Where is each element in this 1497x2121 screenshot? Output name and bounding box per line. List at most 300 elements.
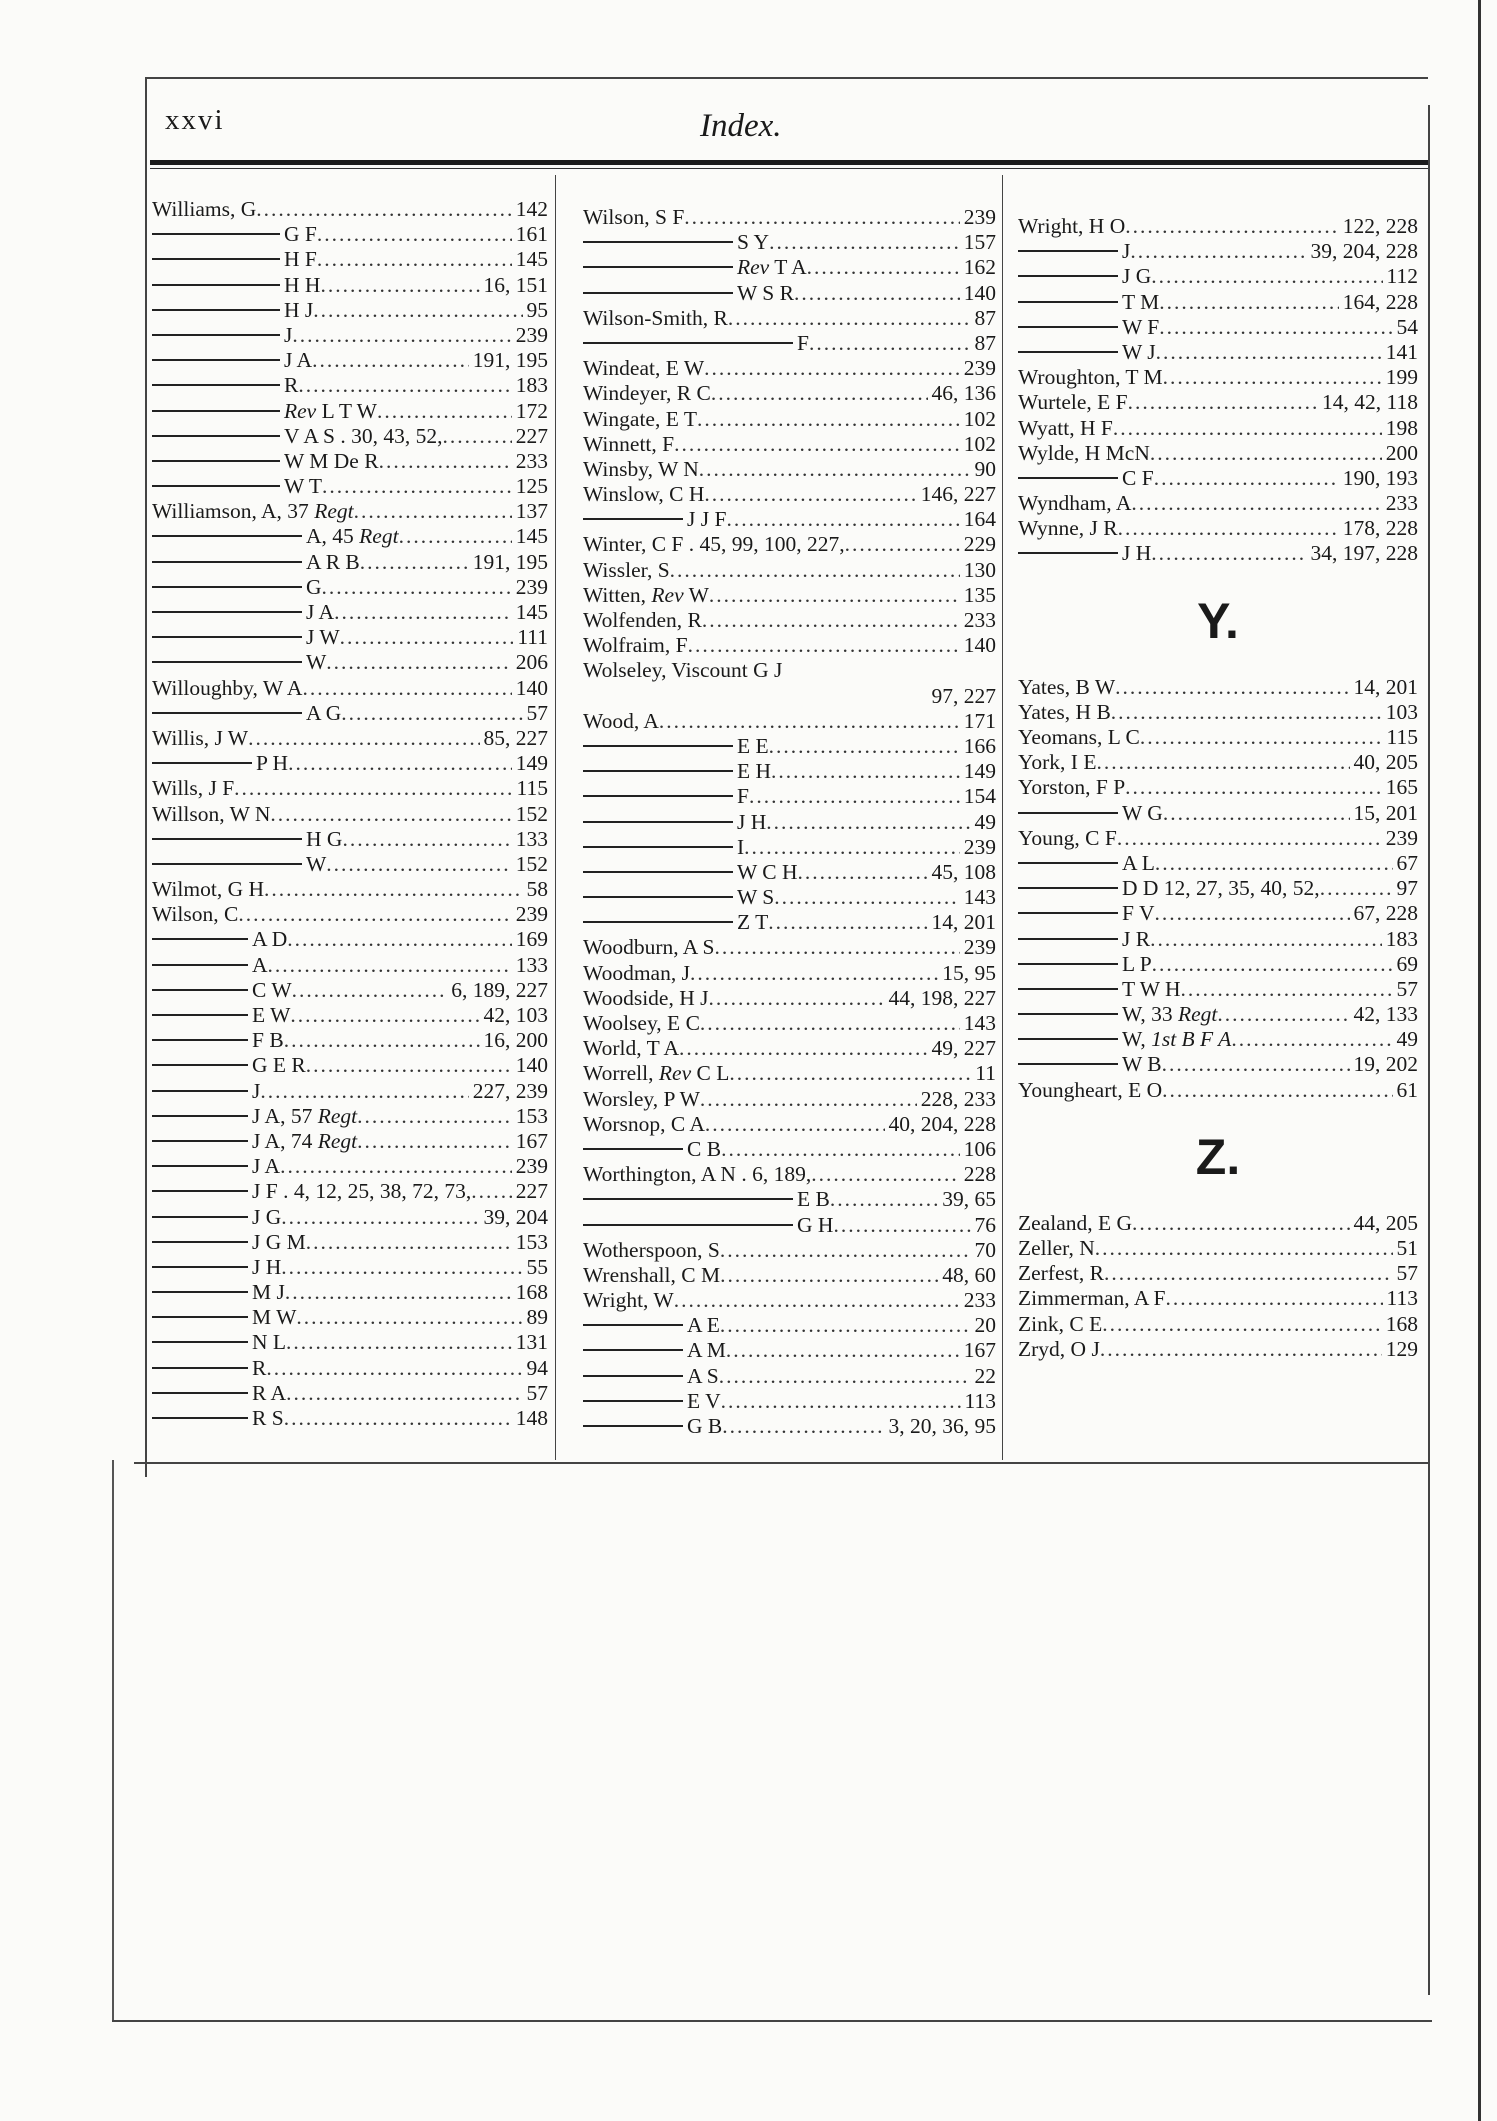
index-entry [1018, 1312, 1418, 1337]
entry-name: F B [252, 1028, 284, 1053]
ditto-dash [152, 863, 302, 865]
leader-dots [720, 1238, 971, 1263]
entry-pages: 227, 239 [472, 1078, 548, 1103]
index-entry [583, 684, 996, 709]
entry-pages: 146, 227 [920, 482, 996, 507]
ditto-dash [152, 1266, 248, 1268]
ditto-dash [1018, 862, 1118, 864]
leader-dots [260, 1079, 468, 1104]
entry-name: R S [252, 1406, 284, 1430]
leader-dots [726, 507, 959, 532]
index-entry [152, 524, 548, 549]
entry-name: Z T [737, 910, 769, 935]
entry-pages: 45, 108 [931, 859, 996, 884]
entry-pages: 183 [515, 373, 548, 398]
entry-pages: 42, 133 [1353, 1002, 1418, 1027]
entry-pages: 87 [974, 305, 996, 330]
entry-name: Yates, B W [1018, 674, 1116, 699]
ditto-dash [152, 1216, 248, 1218]
entry-name: York, I E [1018, 750, 1097, 775]
leader-dots [287, 927, 512, 952]
entry-name: Windeat, E W [583, 356, 705, 381]
index-entry [1018, 466, 1418, 491]
ditto-dash [583, 1148, 683, 1150]
index-entry [583, 1162, 996, 1187]
entry-name: Winnett, F [583, 431, 675, 456]
ditto-dash [1018, 938, 1118, 940]
index-entry [1018, 1027, 1418, 1052]
entry-pages: 14, 42, 118 [1322, 390, 1418, 415]
index-entry [152, 726, 548, 751]
ditto-dash [1018, 887, 1118, 889]
leader-dots [769, 230, 960, 255]
index-entry [152, 298, 548, 323]
index-entry [152, 1129, 548, 1154]
ditto-dash [583, 795, 733, 797]
entry-pages: 227 [515, 423, 548, 448]
leader-dots [774, 885, 960, 910]
leader-dots [238, 902, 511, 927]
index-entry [583, 331, 996, 356]
entry-pages: 200 [1385, 440, 1418, 465]
entry-pages: 145 [515, 600, 548, 624]
leader-dots [306, 1230, 512, 1255]
entry-pages: 141 [1385, 339, 1418, 364]
entry-pages: 145 [515, 524, 548, 549]
index-entry [1018, 750, 1418, 775]
entry-pages: 34, 197, 228 [1310, 541, 1418, 566]
index-entry [1018, 1286, 1418, 1311]
entry-pages: 140 [515, 675, 548, 700]
entry-name: A M [687, 1338, 726, 1363]
entry-name: Wyatt, H F [1018, 415, 1113, 440]
ditto-dash [152, 359, 280, 361]
entry-pages: 130 [963, 557, 996, 582]
entry-pages: 90 [974, 456, 996, 481]
entry-name: R A [252, 1380, 287, 1405]
entry-pages: 97, 227 [931, 683, 996, 708]
leader-dots [679, 1036, 927, 1061]
entry-pages: 49 [974, 809, 996, 834]
index-entry [583, 709, 996, 734]
entry-pages: 76 [974, 1212, 996, 1237]
index-entry [583, 583, 996, 608]
ditto-dash [1018, 1063, 1118, 1065]
index-entry [1018, 390, 1418, 415]
entry-pages: 89 [526, 1305, 548, 1330]
entry-pages: 228 [963, 1162, 996, 1187]
index-entry [152, 877, 548, 902]
leader-dots [674, 432, 960, 457]
leader-dots [286, 1330, 512, 1355]
index-entry [152, 197, 548, 222]
index-entry [583, 230, 996, 255]
index-entry [152, 1381, 548, 1406]
index-entry [1018, 876, 1418, 901]
ditto-dash [152, 1165, 248, 1167]
ditto-dash [583, 342, 793, 344]
leader-dots [1181, 977, 1393, 1002]
leader-dots [1100, 1337, 1382, 1362]
entry-name: Woodside, H J [583, 985, 709, 1010]
entry-name: C F [1122, 465, 1154, 490]
leader-dots [1132, 1211, 1349, 1236]
leader-dots [1150, 441, 1382, 466]
entry-name: W S R [737, 280, 794, 305]
entry-name: Worrell, Rev C L [583, 1061, 730, 1086]
entry-pages: 167 [515, 1128, 548, 1153]
leader-dots [292, 978, 448, 1003]
index-entry [1018, 365, 1418, 390]
index-entry [583, 1213, 996, 1238]
entry-pages: 239 [963, 205, 996, 229]
leader-dots [357, 1129, 512, 1154]
index-entry [1018, 1052, 1418, 1077]
index-entry [152, 852, 548, 877]
entry-name: J G [252, 1204, 282, 1229]
entry-name: Zerfest, R [1018, 1261, 1104, 1286]
entry-name: Willoughby, W A [152, 675, 303, 700]
index-entry [152, 1330, 548, 1355]
entry-pages: 168 [1385, 1311, 1418, 1336]
frame-top-border [145, 77, 1428, 79]
leader-dots [833, 1213, 970, 1238]
leader-dots [700, 1087, 917, 1112]
index-entry [583, 281, 996, 306]
entry-name: Wingate, E T [583, 406, 697, 431]
frame-left-border-lower [112, 1460, 114, 2020]
entry-pages: 140 [963, 633, 996, 658]
entry-name: A [252, 952, 268, 977]
leader-dots [1115, 675, 1349, 700]
entry-pages: 6, 189, 227 [451, 977, 548, 1002]
leader-dots [719, 1364, 971, 1389]
entry-pages: 161 [515, 222, 548, 247]
leader-dots [674, 1288, 960, 1313]
entry-pages: 133 [515, 952, 548, 977]
index-entry [583, 255, 996, 280]
entry-pages: 20 [974, 1313, 996, 1338]
entry-name: Zeller, N [1018, 1236, 1095, 1260]
entry-name: J A [252, 1154, 281, 1179]
entry-pages: 133 [515, 826, 548, 851]
entry-name: Woodburn, A S [583, 935, 715, 960]
index-entry [1018, 340, 1418, 365]
index-entry [583, 810, 996, 835]
leader-dots [845, 532, 960, 557]
leader-dots [1159, 315, 1392, 340]
entry-name: C W [252, 977, 292, 1002]
index-entry [1018, 491, 1418, 516]
entry-pages: 16, 200 [483, 1028, 548, 1053]
entry-name: Wood, A [583, 708, 659, 733]
entry-pages: 67, 228 [1353, 901, 1418, 926]
entry-name: Zryd, O J [1018, 1336, 1100, 1361]
index-column-2 [583, 205, 996, 1439]
index-entry [152, 1280, 548, 1305]
ditto-dash [152, 989, 248, 991]
entry-pages: 15, 95 [942, 960, 996, 985]
index-entry [1018, 725, 1418, 750]
ditto-dash [583, 846, 733, 848]
entry-name: Winslow, C H [583, 482, 705, 507]
ditto-dash [152, 309, 280, 311]
leader-dots [1166, 1286, 1383, 1311]
entry-name: W S [737, 885, 775, 910]
entry-pages: 229 [963, 532, 996, 557]
entry-name: Yorston, F P [1018, 775, 1126, 800]
page-title: Index. [700, 108, 782, 144]
leader-dots [1151, 541, 1306, 566]
index-entry [583, 759, 996, 784]
entry-pages: 39, 204, 228 [1310, 239, 1418, 264]
entry-pages: 233 [963, 1288, 996, 1313]
entry-name: W [306, 851, 327, 876]
entry-pages: 172 [515, 398, 548, 423]
entry-pages: 39, 65 [942, 1187, 996, 1212]
index-entry [152, 1230, 548, 1255]
entry-pages: 137 [515, 499, 548, 524]
ditto-dash [1018, 351, 1118, 353]
index-entry [152, 1104, 548, 1129]
entry-name: W M De R [284, 448, 379, 473]
index-entry [583, 1238, 996, 1263]
index-column-1 [152, 197, 548, 1431]
ditto-dash [583, 921, 733, 923]
leader-dots [1096, 750, 1349, 775]
leader-dots [248, 726, 479, 751]
entry-name: Wissler, S [583, 557, 670, 582]
entry-pages: 97 [1396, 876, 1418, 901]
leader-dots [360, 550, 469, 575]
index-entry [583, 658, 996, 683]
ditto-dash [152, 485, 280, 487]
ditto-dash [152, 1392, 248, 1394]
entry-pages: 239 [515, 902, 548, 927]
index-entry [583, 532, 996, 557]
leader-dots [284, 1406, 512, 1431]
index-entry [583, 356, 996, 381]
entry-pages: 122, 228 [1342, 214, 1418, 238]
index-entry [1018, 1078, 1418, 1103]
entry-name: W F [1122, 314, 1160, 339]
entry-pages: 198 [1385, 415, 1418, 440]
entry-pages: 129 [1385, 1336, 1418, 1361]
index-entry [583, 1087, 996, 1112]
index-entry [583, 734, 996, 759]
ditto-dash [152, 712, 302, 714]
entry-pages: 22 [974, 1363, 996, 1388]
ditto-dash [152, 1090, 248, 1092]
index-entry [583, 1288, 996, 1313]
index-entry [152, 1255, 548, 1280]
entry-name: J G M [252, 1229, 306, 1254]
entry-pages: 142 [515, 197, 548, 221]
entry-pages: 190, 193 [1342, 465, 1418, 490]
leader-dots [1151, 264, 1382, 289]
index-entry [583, 1364, 996, 1389]
index-bottom-rule [134, 1462, 1428, 1464]
leader-dots [290, 1003, 479, 1028]
entry-pages: 199 [1385, 365, 1418, 390]
entry-name: J F . 4, 12, 25, 38, 72, 73, [252, 1179, 472, 1204]
leader-dots [313, 298, 522, 323]
entry-name: J A [284, 348, 313, 373]
index-entry [152, 348, 548, 373]
index-entry [1018, 264, 1418, 289]
entry-name: M J [252, 1280, 285, 1305]
entry-pages: 165 [1385, 775, 1418, 800]
entry-name: Witten, Rev W [583, 582, 709, 607]
index-entry [152, 399, 548, 424]
entry-name: Wilson-Smith, R [583, 305, 728, 330]
entry-pages: 103 [1385, 699, 1418, 724]
entry-pages: 44, 198, 227 [888, 985, 996, 1010]
leader-dots [798, 860, 928, 885]
leader-dots [1154, 466, 1339, 491]
ditto-dash [152, 1039, 248, 1041]
entry-name: Worthington, A N . 6, 189, [583, 1162, 812, 1187]
page-number: xxvi [165, 104, 225, 136]
index-entry [583, 482, 996, 507]
index-entry [583, 558, 996, 583]
entry-pages: 131 [515, 1330, 548, 1355]
leader-dots [322, 575, 512, 600]
entry-pages: 49, 227 [931, 1036, 996, 1061]
entry-name: E E [737, 733, 769, 758]
entry-name: Worsley, P W [583, 1086, 700, 1111]
entry-pages: 40, 205 [1353, 750, 1418, 775]
leader-dots [705, 1112, 885, 1137]
leader-dots [809, 331, 971, 356]
leader-dots [1154, 901, 1349, 926]
section-letter-heading: Y. [1197, 592, 1239, 649]
entry-name: E W [252, 1003, 291, 1027]
entry-name: L P [1122, 951, 1152, 976]
entry-name: J A, 74 Regt [252, 1128, 358, 1153]
index-entry [1018, 826, 1418, 851]
leader-dots [1102, 1312, 1382, 1337]
entry-pages: 162 [963, 255, 996, 280]
leader-dots [288, 751, 512, 776]
leader-dots [281, 1255, 522, 1280]
entry-name: G [306, 574, 322, 599]
entry-pages: 40, 204, 228 [888, 1111, 996, 1136]
index-entry [152, 273, 548, 298]
entry-name: S Y [737, 230, 770, 255]
entry-pages: 239 [515, 1154, 548, 1179]
entry-name: Wright, W [583, 1288, 674, 1313]
entry-name: P H [256, 751, 289, 776]
leader-dots [729, 1061, 971, 1086]
entry-name: Woodman, J [583, 960, 690, 985]
index-entry [152, 1406, 548, 1431]
entry-name: J A [306, 600, 335, 624]
leader-dots [284, 1028, 480, 1053]
leader-dots [377, 399, 512, 424]
entry-name: Wotherspoon, S [583, 1237, 720, 1262]
leader-dots [280, 1154, 512, 1179]
leader-dots [264, 877, 522, 902]
entry-name: Worsnop, C A [583, 1111, 705, 1136]
entry-name: Wynne, J R [1018, 516, 1118, 541]
entry-name: Yeomans, L C [1018, 725, 1140, 749]
entry-name: Wilson, C [152, 902, 239, 927]
leader-dots [1162, 1052, 1350, 1077]
entry-name: W, 1st B F A [1122, 1027, 1232, 1052]
entry-pages: 169 [515, 927, 548, 952]
leader-dots [1111, 700, 1382, 725]
entry-pages: 85, 227 [483, 725, 548, 750]
ditto-dash [152, 561, 302, 563]
entry-name: Williamson, A, 37 Regt [152, 499, 354, 524]
entry-name: R [284, 373, 299, 398]
leader-dots [1125, 775, 1382, 800]
entry-pages: 149 [963, 759, 996, 784]
leader-dots [285, 1280, 512, 1305]
index-entry [152, 600, 548, 625]
ditto-dash [1018, 912, 1118, 914]
entry-pages: 94 [526, 1355, 548, 1380]
entry-pages: 16, 151 [483, 272, 548, 297]
leader-dots [722, 1414, 884, 1439]
leader-dots [794, 281, 960, 306]
index-entry [152, 499, 548, 524]
entry-name: J W [306, 625, 340, 650]
ditto-dash [1018, 988, 1118, 990]
leader-dots [1320, 876, 1393, 901]
entry-pages: 149 [515, 751, 548, 776]
leader-dots [704, 482, 916, 507]
ditto-dash [152, 1064, 248, 1066]
entry-name: Wills, J F [152, 776, 235, 801]
index-entry [583, 1389, 996, 1414]
entry-pages: 166 [963, 733, 996, 758]
leader-dots [720, 1313, 971, 1338]
entry-name: J J F [687, 507, 727, 532]
leader-dots [266, 1356, 522, 1381]
index-entry [583, 961, 996, 986]
entry-pages: 48, 60 [942, 1262, 996, 1287]
ditto-dash [1018, 1038, 1118, 1040]
ditto-dash [583, 1400, 683, 1402]
entry-name: Youngheart, E O [1018, 1077, 1163, 1102]
entry-name: H F [284, 247, 317, 272]
entry-name: Rev L T W [284, 398, 377, 423]
ditto-dash [152, 1316, 248, 1318]
index-entry [152, 625, 548, 650]
entry-pages: 39, 204 [483, 1204, 548, 1229]
entry-name: J H [737, 809, 767, 834]
entry-pages: 191, 195 [472, 549, 548, 574]
index-entry [583, 986, 996, 1011]
leader-dots [1113, 416, 1382, 441]
leader-dots [771, 759, 960, 784]
index-entry [583, 1061, 996, 1086]
entry-name: J [1122, 239, 1131, 264]
index-entry [152, 827, 548, 852]
ditto-dash [152, 838, 302, 840]
index-entry [152, 1179, 548, 1204]
leader-dots [704, 356, 960, 381]
index-entry [152, 449, 548, 474]
entry-pages: 49 [1396, 1027, 1418, 1052]
leader-dots [234, 776, 512, 801]
leader-dots [1155, 851, 1393, 876]
index-entry [152, 1154, 548, 1179]
column-divider-1 [555, 175, 556, 1460]
entry-name: Windeyer, R C [583, 381, 711, 406]
